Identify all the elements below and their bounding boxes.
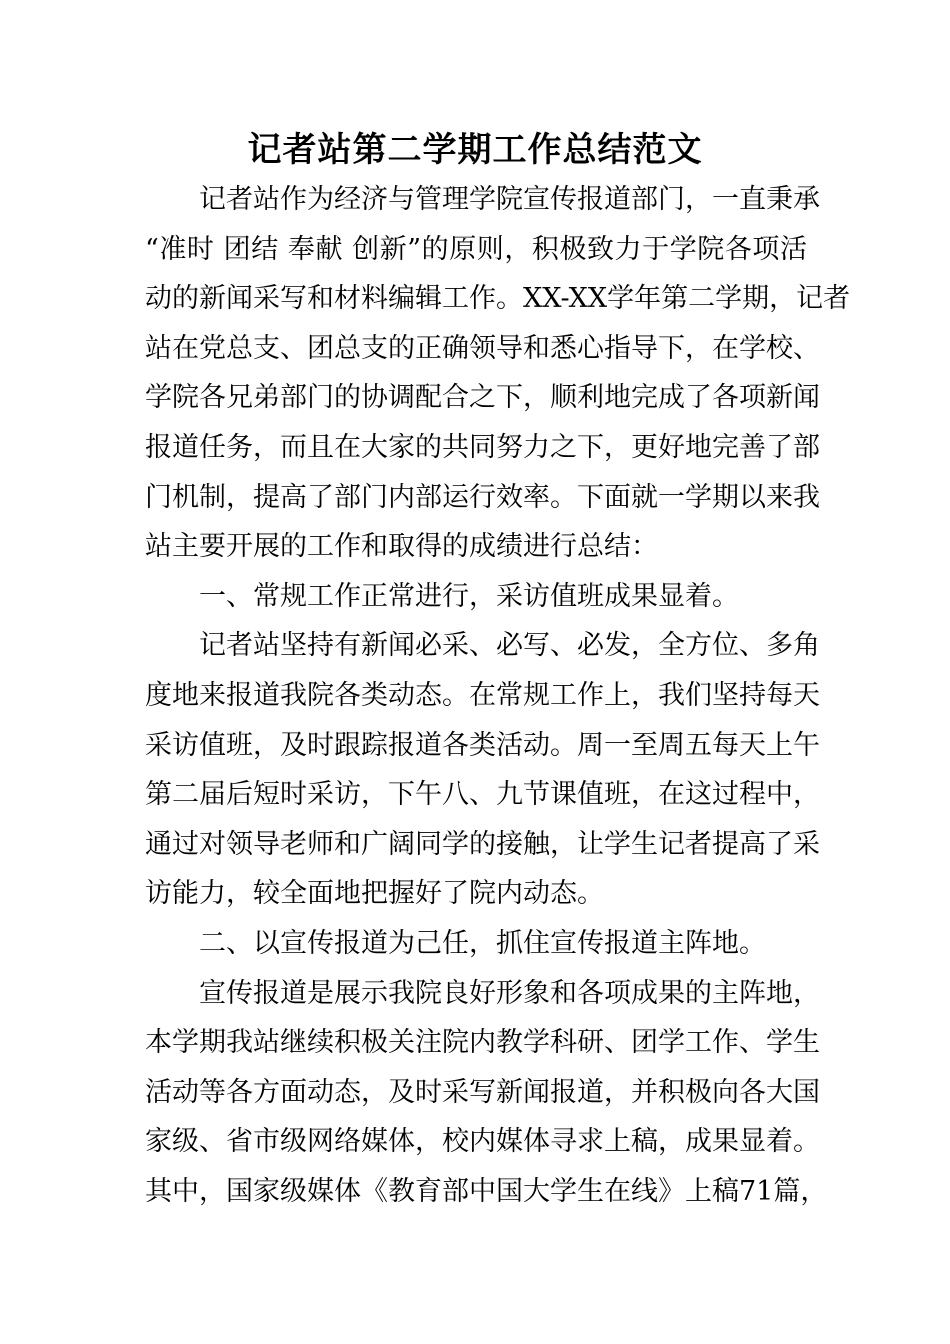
text-line: 门机制，提高了部门内部运行效率。下面就一学期以来我 <box>145 481 820 513</box>
text-line: 报道任务，而且在大家的共同努力之下，更好地完善了部 <box>145 431 820 463</box>
text-line: 一、常规工作正常进行，采访值班成果显着。 <box>199 580 739 612</box>
text-line: 站在党总支、团总支的正确领导和悉心指导下，在学校、 <box>145 332 820 364</box>
text-line: 其中，国家级媒体《教育部中国大学生在线》上稿71篇， <box>145 1175 828 1207</box>
text-line: 动的新闻采写和材料编辑工作。XX-XX学年第二学期，记者 <box>145 283 851 315</box>
text-line: 通过对领导老师和广阔同学的接触，让学生记者提高了采 <box>145 828 820 860</box>
document-title: 记者站第二学期工作总结范文 <box>247 130 703 170</box>
text-line: 采访值班，及时跟踪报道各类活动。周一至周五每天上午 <box>145 729 820 761</box>
text-line: 本学期我站继续积极关注院内教学科研、团学工作、学生 <box>145 1027 820 1059</box>
text-line: 活动等各方面动态，及时采写新闻报道，并积极向各大国 <box>145 1076 820 1108</box>
text-line: 度地来报道我院各类动态。在常规工作上，我们坚持每天 <box>145 679 820 711</box>
text-line: 站主要开展的工作和取得的成绩进行总结： <box>145 531 658 563</box>
text-line: 访能力，较全面地把握好了院内动态。 <box>145 878 604 910</box>
document-body <box>145 175 851 1216</box>
text-line: 记者站坚持有新闻必采、必写、必发，全方位、多角 <box>199 630 820 662</box>
text-line: 家级、省市级网络媒体，校内媒体寻求上稿，成果显着。 <box>145 1126 820 1158</box>
text-line: 二、以宣传报道为己任，抓住宣传报道主阵地。 <box>199 927 766 959</box>
text-line: 记者站作为经济与管理学院宣传报道部门，一直秉承 <box>199 184 820 215</box>
text-line: “准时 团结 奉献 创新”的原则，积极致力于学院各项活 <box>145 233 807 265</box>
text-line: 第二届后短时采访，下午八、九节课值班，在这过程中， <box>145 779 820 811</box>
text-line: 宣传报道是展示我院良好形象和各项成果的主阵地， <box>199 977 820 1009</box>
text-line: 学院各兄弟部门的协调配合之下，顺利地完成了各项新闻 <box>145 382 820 414</box>
